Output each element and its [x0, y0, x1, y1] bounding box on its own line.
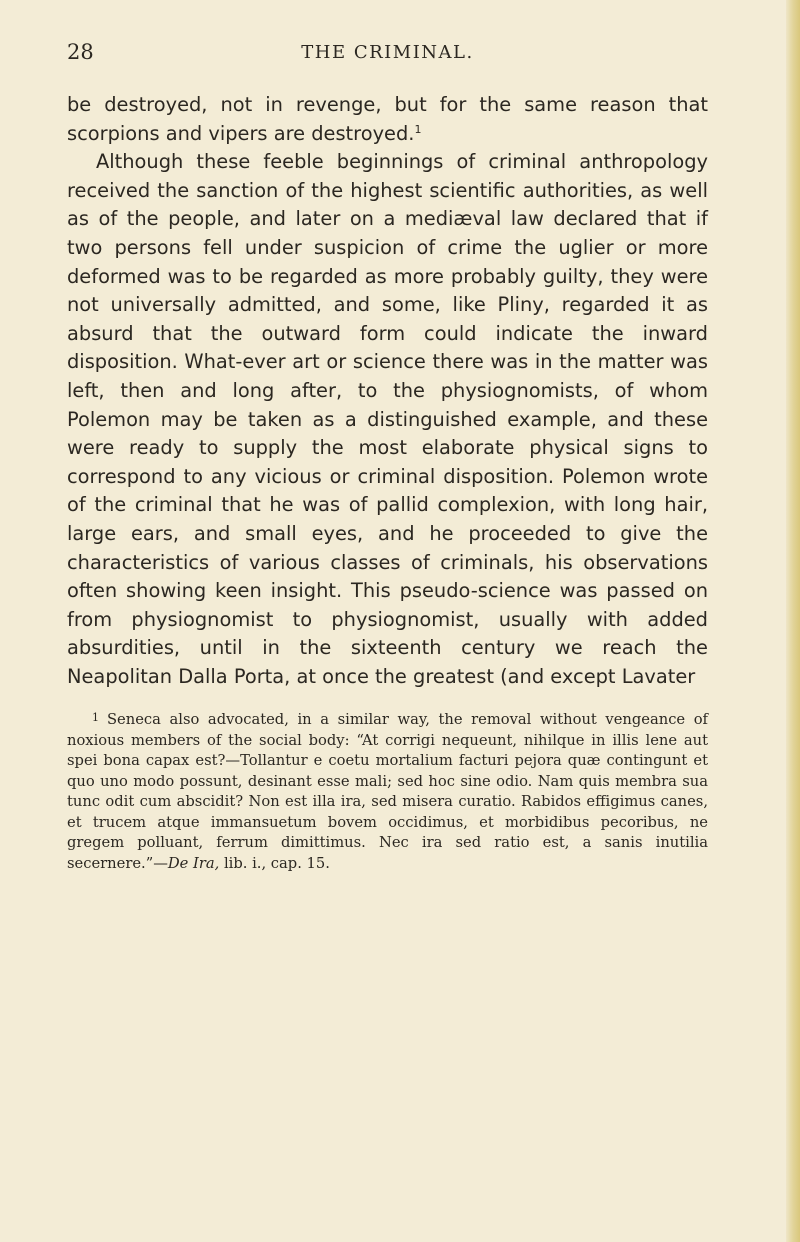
book-page — [67, 40, 708, 874]
page-number: 28 — [67, 40, 94, 64]
footnote-mark: 1 — [92, 711, 99, 725]
footnote-source-title: De Ira, — [167, 854, 220, 872]
page-header — [67, 40, 708, 74]
running-head: THE CRIMINAL. — [301, 42, 474, 63]
paragraph-continuation — [67, 91, 708, 148]
footnote-text: Seneca also advocated, in a similar way, the removal without vengeance of noxious members of the social body: “At corrigi nequeunt, nihilque in illis lene aut spei bona capax est?—Tollantur e coetu mortalium facturi pejora quæ contingunt et quo uno modo possunt, desinant esse mali; sed hoc sine odio. Nam quis membra sua tunc odit cum abscidit? Non est illa ira, sed misera curatio. Rabidos effigimus canes, et trucem atque immansuetum bovem occidimus, et morbidibus pecoribus, ne gregem polluant, ferrum dimittimus. Nec ira sed ratio est, a sanis inutilia secernere.”— — [67, 711, 708, 872]
footnote-reference: 1 — [414, 122, 422, 136]
page-edge-shading — [786, 0, 800, 1242]
footnote-source-location: lib. i., cap. 15. — [219, 854, 330, 872]
paragraph-1-text: be destroyed, not in revenge, but for the same reason that scorpions and vipers are destroyed. — [67, 93, 708, 145]
paragraph-main: Although these feeble beginnings of criminal anthropology received the sanction of the highest scientific authorities, as well as of the people, and later on a mediæval law declared that if two persons fell under suspicion of crime the uglier or more deformed was to be regarded as more probably guilty, they were not universally admitted, and some, like Pliny, regarded it as absurd that the outward form could indicate the inward disposition. What-ever art or science there was in the matter was left, then and long after, to the physiognomists, of whom Polemon may be taken as a distinguished example, and these were ready to supply the most elaborate physical signs to correspond to any vicious or criminal disposition. Polemon wrote of the criminal that he was of pallid complexion, with long hair, large ears, and small eyes, and he proceeded to give the characteristics of various classes of criminals, his observations often showing keen insight. This pseudo-science was passed on from physiognomist to physiognomist, usually with added absurdities, until in the sixteenth century we reach the Neapolitan Dalla Porta, at once the greatest (and except Lavater — [67, 150, 708, 688]
footnote — [67, 708, 708, 874]
